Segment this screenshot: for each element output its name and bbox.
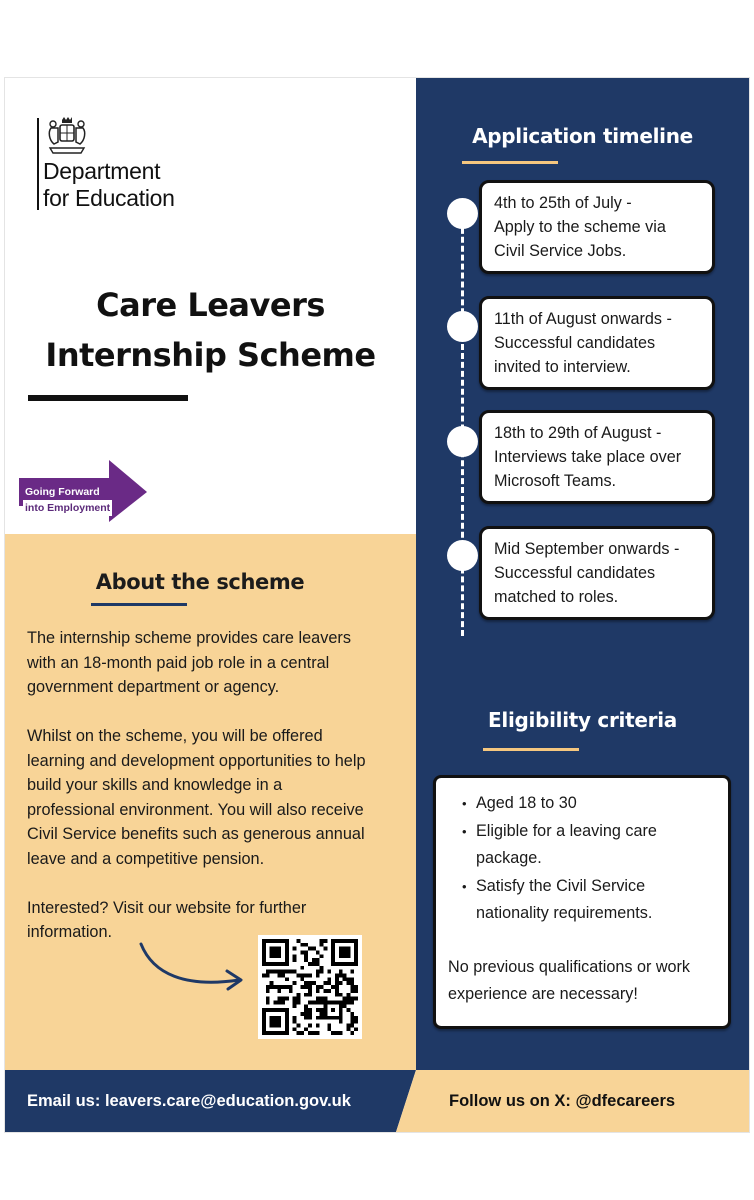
title-line: Care Leavers xyxy=(96,286,325,324)
eligibility-note xyxy=(448,954,718,1009)
timeline-underline xyxy=(462,161,558,164)
about-line: learning and development opportunities to help xyxy=(27,751,366,770)
page-title xyxy=(5,280,416,380)
eligibility-line: package. xyxy=(476,849,542,867)
about-paragraph xyxy=(27,626,407,700)
about-body xyxy=(27,626,407,969)
social-follow-link[interactable]: Follow us on X: @dfecareers xyxy=(449,1092,676,1110)
timeline-item xyxy=(479,180,715,274)
timeline-line-text: Microsoft Teams. xyxy=(494,472,617,490)
timeline-heading: Application timeline xyxy=(472,124,693,148)
about-line: Interested? Visit our website for further xyxy=(27,898,307,917)
badge-line: into Employment xyxy=(25,502,111,514)
eligibility-item xyxy=(462,790,718,818)
timeline-dot xyxy=(447,198,478,229)
eligibility-line: nationality requirements. xyxy=(476,904,653,922)
eligibility-list xyxy=(462,790,718,928)
eligibility-heading: Eligibility criteria xyxy=(488,708,677,732)
eligibility-note-line: experience are necessary! xyxy=(448,985,638,1003)
title-line: Internship Scheme xyxy=(45,336,376,374)
eligibility-item xyxy=(462,818,718,873)
about-line: build your skills and knowledge in a xyxy=(27,776,283,794)
about-line: professional environment. You will also receive xyxy=(27,800,364,819)
eligibility-line: • Aged 18 to 30 xyxy=(476,794,577,812)
department-name-line: Department xyxy=(43,158,161,184)
qr-code[interactable] xyxy=(258,935,362,1039)
timeline-line-text: matched to roles. xyxy=(494,588,619,606)
timeline-dot xyxy=(447,311,478,342)
department-name-line: for Education xyxy=(43,185,175,211)
timeline-line-text: 4th to 25th of July - xyxy=(494,194,632,212)
timeline-item xyxy=(479,410,715,504)
timeline-dot xyxy=(447,540,478,571)
timeline-line-text: 18th to 29th of August - xyxy=(494,424,662,442)
timeline-dot xyxy=(447,426,478,457)
timeline-item xyxy=(479,526,715,620)
about-line: Civil Service benefits such as generous annual xyxy=(27,825,365,843)
about-paragraph xyxy=(27,724,407,871)
curved-arrow-icon xyxy=(135,940,250,995)
about-heading: About the scheme xyxy=(95,570,305,594)
email-link[interactable]: Email us: leavers.care@education.gov.uk xyxy=(27,1092,351,1110)
poster xyxy=(5,78,749,1132)
eligibility-card xyxy=(433,775,731,1029)
department-name xyxy=(43,158,263,212)
eligibility-note-line: No previous qualifications or work xyxy=(448,957,691,976)
title-underline xyxy=(28,395,188,401)
going-forward-badge xyxy=(25,484,112,516)
timeline-line-text: 11th of August onwards - xyxy=(494,310,672,328)
timeline-line-text: Interviews take place over xyxy=(494,448,682,466)
timeline-line-text: Successful candidates xyxy=(494,564,656,582)
timeline-line-text: Successful candidates xyxy=(494,334,656,352)
logo-divider xyxy=(37,118,39,210)
royal-coat-of-arms-icon xyxy=(45,116,89,156)
timeline-line xyxy=(461,210,464,636)
about-line: The internship scheme provides care leavers xyxy=(27,629,351,647)
timeline-line-text: Apply to the scheme via xyxy=(494,218,666,236)
qr-code-icon xyxy=(262,939,358,1035)
eligibility-line: • Satisfy the Civil Service xyxy=(476,876,646,895)
eligibility-line: • Eligible for a leaving care xyxy=(476,821,657,840)
timeline-line-text: Mid September onwards - xyxy=(494,540,680,558)
about-line: with an 18-month paid job role in a central xyxy=(27,653,330,672)
eligibility-underline xyxy=(483,748,579,751)
timeline-line-text: Civil Service Jobs. xyxy=(494,242,627,260)
about-line: Whilst on the scheme, you will be offered xyxy=(27,727,323,745)
about-underline xyxy=(91,603,187,606)
about-line: government department or agency. xyxy=(27,678,280,696)
about-line: information. xyxy=(27,923,113,941)
eligibility-item xyxy=(462,873,718,928)
badge-line: Going Forward xyxy=(25,486,100,498)
about-line: leave and a competitive pension. xyxy=(27,849,265,868)
timeline-line-text: invited to interview. xyxy=(494,358,631,376)
timeline-item xyxy=(479,296,715,390)
